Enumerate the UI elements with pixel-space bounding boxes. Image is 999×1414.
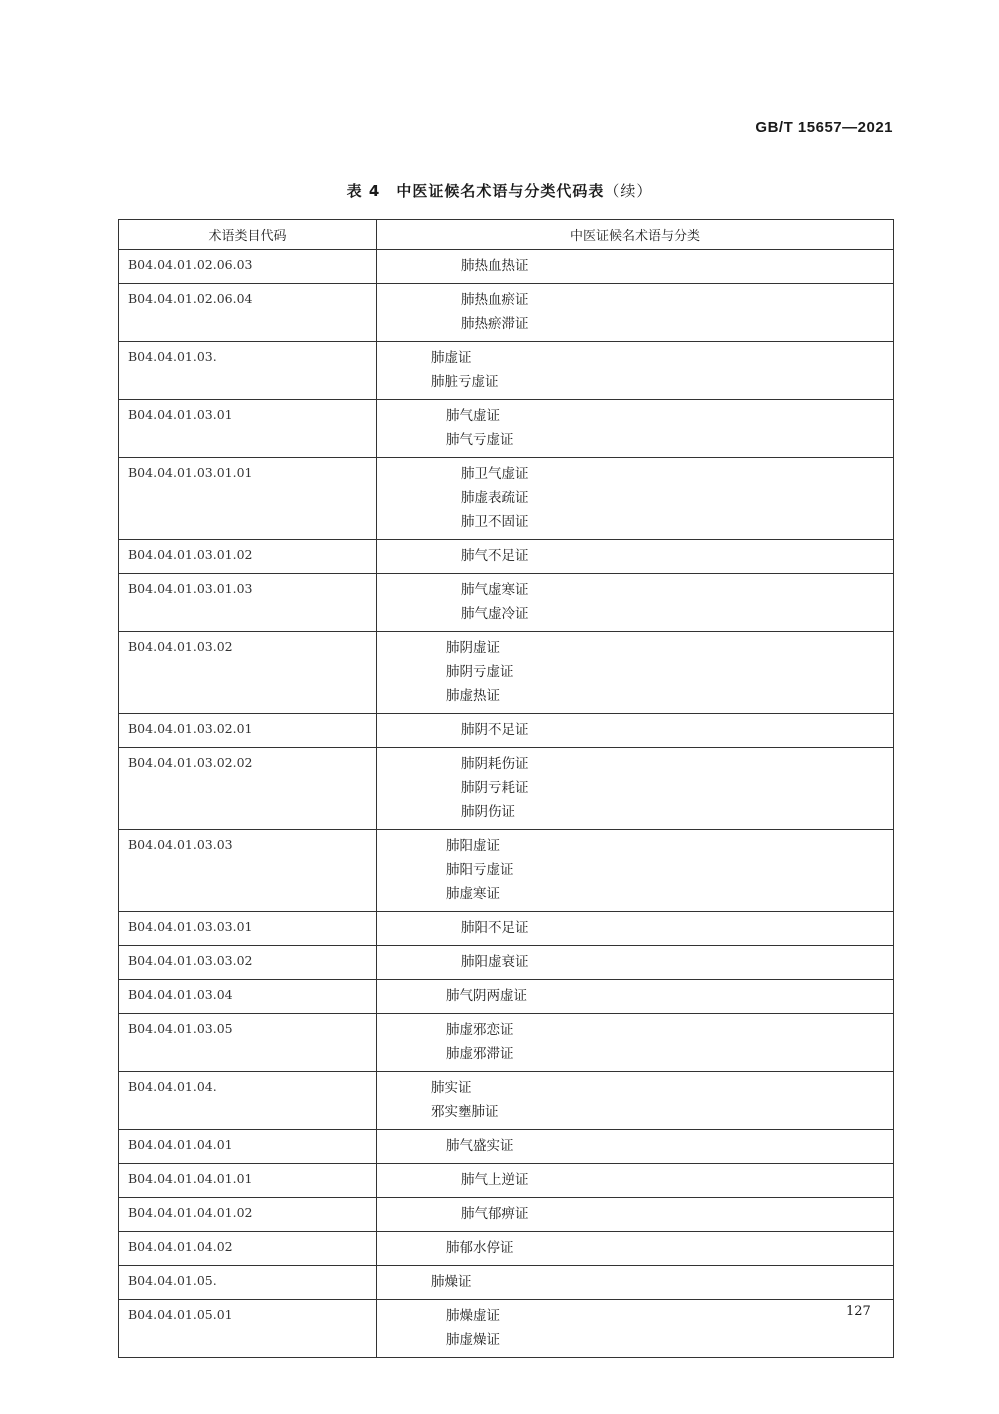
syndrome-term: 肺气上逆证 <box>461 1172 529 1188</box>
table-row <box>119 1232 894 1266</box>
term-category-code: B04.04.01.04.02 <box>119 1232 377 1266</box>
term-category-code: B04.04.01.03.03.02 <box>119 946 377 980</box>
syndrome-terms-cell <box>377 540 894 574</box>
syndrome-term: 肺阳虚证 <box>446 838 500 854</box>
syndrome-term: 肺气阴两虚证 <box>446 988 527 1004</box>
table-row <box>119 912 894 946</box>
table-row <box>119 458 894 540</box>
table-row <box>119 980 894 1014</box>
term-category-code: B04.04.01.03.01.02 <box>119 540 377 574</box>
syndrome-terms-cell <box>377 830 894 912</box>
table-title-text: 中医证候名术语与分类代码表 <box>396 182 605 200</box>
syndrome-term: 肺卫不固证 <box>461 514 529 530</box>
syndrome-terms-cell <box>377 1014 894 1072</box>
term-category-code: B04.04.01.03.02.02 <box>119 748 377 830</box>
syndrome-terms-cell <box>377 400 894 458</box>
term-category-code: B04.04.01.03.03.01 <box>119 912 377 946</box>
table-row <box>119 830 894 912</box>
table-title-continued: （续） <box>604 182 653 200</box>
syndrome-term: 肺燥虚证 <box>446 1308 500 1324</box>
syndrome-term: 肺虚邪恋证 <box>446 1022 514 1038</box>
table-row <box>119 714 894 748</box>
syndrome-terms-cell <box>377 342 894 400</box>
table-row <box>119 1300 894 1358</box>
table-row <box>119 1072 894 1130</box>
column-header-code: 术语类目代码 <box>119 220 377 250</box>
syndrome-term: 邪实壅肺证 <box>431 1104 499 1120</box>
table-row <box>119 1198 894 1232</box>
table-header-row <box>119 220 894 250</box>
syndrome-term: 肺热瘀滞证 <box>461 316 529 332</box>
term-category-code: B04.04.01.04. <box>119 1072 377 1130</box>
syndrome-term: 肺阳亏虚证 <box>446 862 514 878</box>
term-category-code: B04.04.01.03.02 <box>119 632 377 714</box>
syndrome-term: 肺气郁痹证 <box>461 1206 529 1222</box>
table-row <box>119 400 894 458</box>
syndrome-term: 肺阴伤证 <box>461 804 515 820</box>
syndrome-terms-cell <box>377 1164 894 1198</box>
syndrome-term: 肺热血瘀证 <box>461 292 529 308</box>
table-title-prefix: 表 4 <box>346 182 381 200</box>
table-row <box>119 946 894 980</box>
syndrome-terms-cell <box>377 574 894 632</box>
syndrome-term: 肺阴亏耗证 <box>461 780 529 796</box>
syndrome-term: 肺气亏虚证 <box>446 432 514 448</box>
page-number: 127 <box>846 1304 871 1319</box>
table-row <box>119 1164 894 1198</box>
column-header-terms: 中医证候名术语与分类 <box>377 220 894 250</box>
term-category-code: B04.04.01.03. <box>119 342 377 400</box>
term-category-code: B04.04.01.03.04 <box>119 980 377 1014</box>
syndrome-terms-cell <box>377 284 894 342</box>
syndrome-term: 肺虚寒证 <box>446 886 500 902</box>
table-row <box>119 342 894 400</box>
syndrome-term: 肺虚表疏证 <box>461 490 529 506</box>
syndrome-terms-cell <box>377 980 894 1014</box>
syndrome-term: 肺气虚证 <box>446 408 500 424</box>
syndrome-terms-cell <box>377 1072 894 1130</box>
table-row <box>119 1130 894 1164</box>
table-row <box>119 540 894 574</box>
syndrome-term: 肺热血热证 <box>461 258 529 274</box>
syndrome-terms-cell <box>377 714 894 748</box>
syndrome-term: 肺气虚寒证 <box>461 582 529 598</box>
term-category-code: B04.04.01.03.05 <box>119 1014 377 1072</box>
table-row <box>119 284 894 342</box>
term-category-code: B04.04.01.02.06.04 <box>119 284 377 342</box>
term-category-code: B04.04.01.05. <box>119 1266 377 1300</box>
table-row <box>119 574 894 632</box>
term-category-code: B04.04.01.04.01 <box>119 1130 377 1164</box>
table-title <box>0 180 999 201</box>
syndrome-term: 肺气盛实证 <box>446 1138 514 1154</box>
syndrome-terms-cell <box>377 1300 894 1358</box>
syndrome-term: 肺阴不足证 <box>461 722 529 738</box>
table-row <box>119 1266 894 1300</box>
table-row <box>119 250 894 284</box>
term-category-code: B04.04.01.03.01 <box>119 400 377 458</box>
syndrome-term: 肺气不足证 <box>461 548 529 564</box>
term-category-code: B04.04.01.02.06.03 <box>119 250 377 284</box>
syndrome-term: 肺脏亏虚证 <box>431 374 499 390</box>
syndrome-term: 肺郁水停证 <box>446 1240 514 1256</box>
term-category-code: B04.04.01.03.02.01 <box>119 714 377 748</box>
syndrome-term: 肺阴耗伤证 <box>461 756 529 772</box>
term-category-code: B04.04.01.04.01.01 <box>119 1164 377 1198</box>
term-category-code: B04.04.01.03.01.01 <box>119 458 377 540</box>
standard-number: GB/T 15657—2021 <box>755 119 893 136</box>
syndrome-terms-cell <box>377 1232 894 1266</box>
syndrome-term: 肺阴虚证 <box>446 640 500 656</box>
table-row <box>119 748 894 830</box>
syndrome-term: 肺虚燥证 <box>446 1332 500 1348</box>
syndrome-terms-cell <box>377 748 894 830</box>
syndrome-term: 肺虚证 <box>431 350 472 366</box>
syndrome-term: 肺阴亏虚证 <box>446 664 514 680</box>
term-category-code: B04.04.01.05.01 <box>119 1300 377 1358</box>
syndrome-term: 肺气虚冷证 <box>461 606 529 622</box>
term-category-code: B04.04.01.03.03 <box>119 830 377 912</box>
syndrome-terms-cell <box>377 1198 894 1232</box>
syndrome-terms-cell <box>377 912 894 946</box>
table-row <box>119 632 894 714</box>
syndrome-terms-cell <box>377 1130 894 1164</box>
syndrome-term: 肺实证 <box>431 1080 472 1096</box>
term-category-code: B04.04.01.03.01.03 <box>119 574 377 632</box>
syndrome-term: 肺阳虚衰证 <box>461 954 529 970</box>
table-row <box>119 1014 894 1072</box>
syndrome-terms-cell <box>377 458 894 540</box>
syndrome-term: 肺燥证 <box>431 1274 472 1290</box>
code-table <box>118 219 894 1358</box>
syndrome-terms-cell <box>377 1266 894 1300</box>
syndrome-terms-cell <box>377 946 894 980</box>
syndrome-terms-cell <box>377 250 894 284</box>
syndrome-term: 肺卫气虚证 <box>461 466 529 482</box>
table-body <box>119 250 894 1358</box>
term-category-code: B04.04.01.04.01.02 <box>119 1198 377 1232</box>
syndrome-term: 肺虚热证 <box>446 688 500 704</box>
syndrome-term: 肺虚邪滞证 <box>446 1046 514 1062</box>
syndrome-term: 肺阳不足证 <box>461 920 529 936</box>
syndrome-terms-cell <box>377 632 894 714</box>
